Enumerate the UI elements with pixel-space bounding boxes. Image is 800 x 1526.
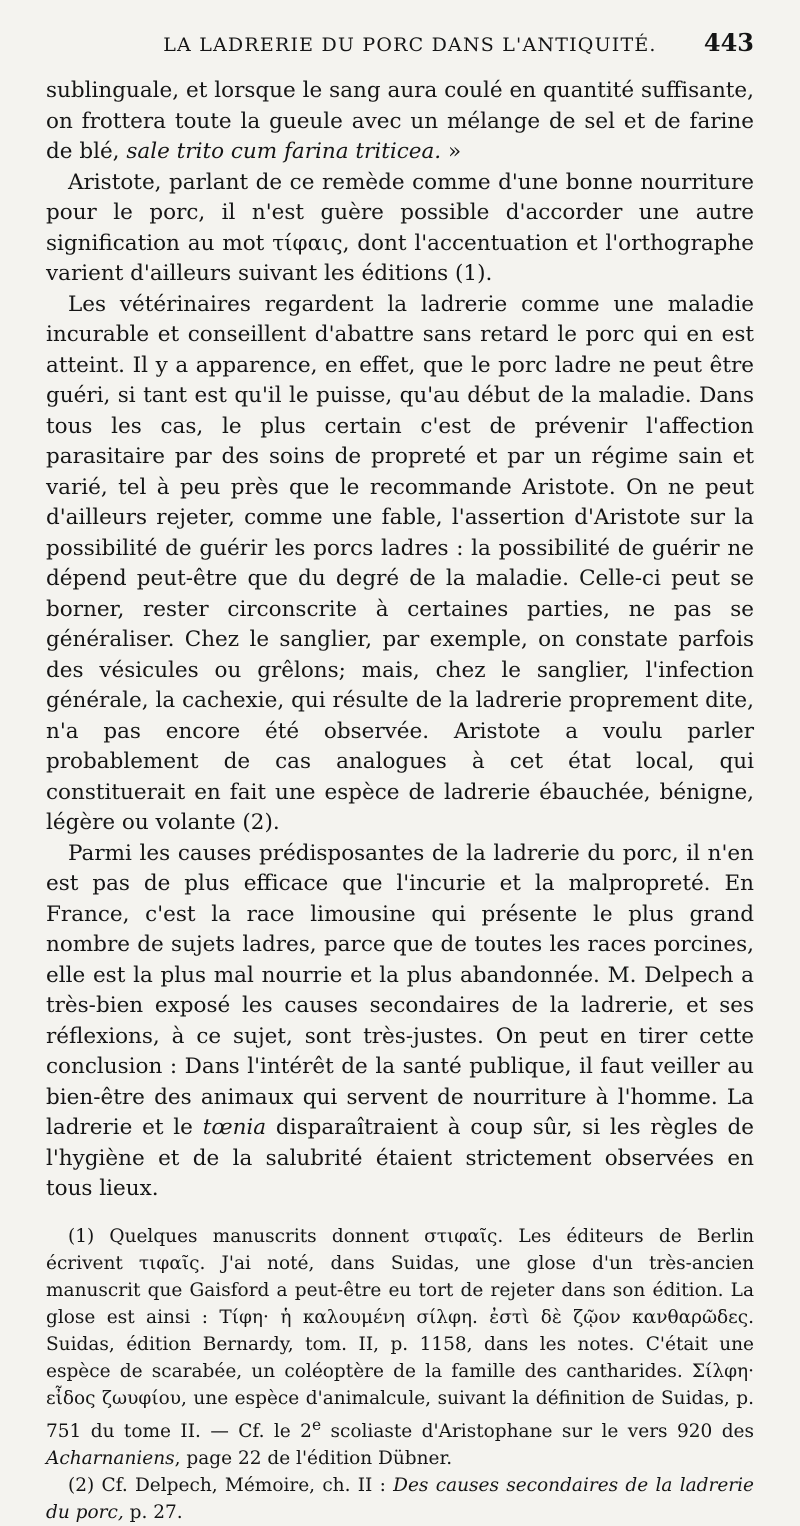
main-text [46, 76, 754, 1205]
footnotes [46, 1223, 754, 1526]
footnote-2-text: (2) Cf. Delpech, Mémoire, ch. II : [68, 1474, 394, 1496]
footnote-2 [46, 1472, 754, 1526]
footnote-2-end: p. 27. [123, 1501, 183, 1523]
page-header [46, 28, 754, 76]
closing-quote: » [441, 139, 462, 164]
footnote-1-text-c: , page 22 de l'édition Dübner. [174, 1447, 453, 1469]
acharnaniens-title: Acharnaniens [46, 1447, 175, 1469]
footnote-1-text-b: scoliaste d'Aristophane sur le vers 920 des [321, 1420, 754, 1442]
paragraph-1-text: sublinguale, et lorsque le sang aura coulé en quantité suffisante, on frottera toute la gueule avec un mélange de sel et de farine de blé, [46, 78, 754, 164]
paragraph-4-text: Parmi les causes prédisposantes de la ladrerie du porc, il n'en est pas de plus efficace que l'incurie et la malpropreté. En France, c'est la race limousine qui présente le plus grand nombre de sujets ladres, parce que de toutes les races porcines, elle est la plus mal nourrie et la plus abandonnée. M. Delpech a très-bien exposé les causes secondaires de la ladrerie, et ses réflexions, à ce sujet, sont très-justes. On peut en tirer cette conclusion : Dans l'intérêt de la santé publique, il faut veiller au bien-être des animaux qui servent de nourriture à l'homme. La ladrerie et le [46, 840, 754, 1140]
taenia-term: tœnia [202, 1115, 267, 1140]
footnote-1-text: (1) Quelques manuscrits donnent στιφαῖς. Les éditeurs de Berlin écrivent τιφαῖς. J'ai noté, dans Suidas, une glose d'un très-ancien manuscrit que Gaisford a peut-être eu tort de rejeter dans son édition. La glose est ainsi : Τίφη· ἡ καλουμένη σίλφη. ἐστὶ δὲ ζῷον κανθαρῶδες. Suidas, édition Bernardy, tom. II, p. 1158, dans les notes. C'était une espèce de scarabée, un coléoptère de la famille des cantharides. Σίλφη· εἶδος ζωυφίου, une espèce d'animalcule, suivant la définition de Suidas, p. 751 du tome II. — Cf. le 2 [46, 1225, 754, 1442]
paragraph-4-end: disparaîtraient à coup sûr, si les règles de l'hygiène et de la salubrité étaient strictement observées en tous lieux. [46, 1115, 754, 1201]
paragraph-2: Aristote, parlant de ce remède comme d'une bonne nourriture pour le porc, il n'est guère possible d'accorder une autre signification au mot τίφαις, dont l'accentuation et l'orthographe varient d'ailleurs suivant les éditions (1). [46, 169, 754, 286]
paragraph-1 [46, 76, 754, 168]
latin-quote: sale trito cum farina triticea. [126, 139, 442, 164]
footnote-1-superscript: e [311, 1415, 322, 1434]
paragraph-4 [46, 839, 754, 1205]
running-title: LA LADRERIE DU PORC DANS L'ANTIQUITÉ. [163, 34, 657, 56]
page-number: 443 [703, 28, 754, 57]
footnote-1 [46, 1223, 754, 1472]
paragraph-3: Les vétérinaires regardent la ladrerie comme une maladie incurable et conseillent d'abattre sans retard le porc qui en est atteint. Il y a apparence, en effet, que le porc ladre ne peut être guéri, si tant est qu'il le puisse, qu'au début de la maladie. Dans tous les cas, le plus certain c'est de prévenir l'affection parasitaire par des soins de propreté et par un régime sain et varié, tel à peu près que le recommande Aristote. On ne peut d'ailleurs rejeter, comme une fable, l'assertion d'Aristote sur la possibilité de guérir les porcs ladres : la possibilité de guérir ne dépend peut-être que du degré de la maladie. Celle-ci peut se borner, rester circonscrite à certaines parties, ne pas se généraliser. Chez le sanglier, par exemple, on constate parfois des vésicules ou grêlons; mais, chez le sanglier, l'infection générale, la cachexie, qui résulte de la ladrerie proprement dite, n'a pas encore été observée. Aristote a voulu parler probablement de cas analogues à cet état local, qui constituerait en fait une espèce de ladrerie ébauchée, bénigne, légère ou volante (2). [46, 291, 754, 835]
delpech-title: Des causes secondaires de la ladrerie du porc, [46, 1474, 754, 1523]
